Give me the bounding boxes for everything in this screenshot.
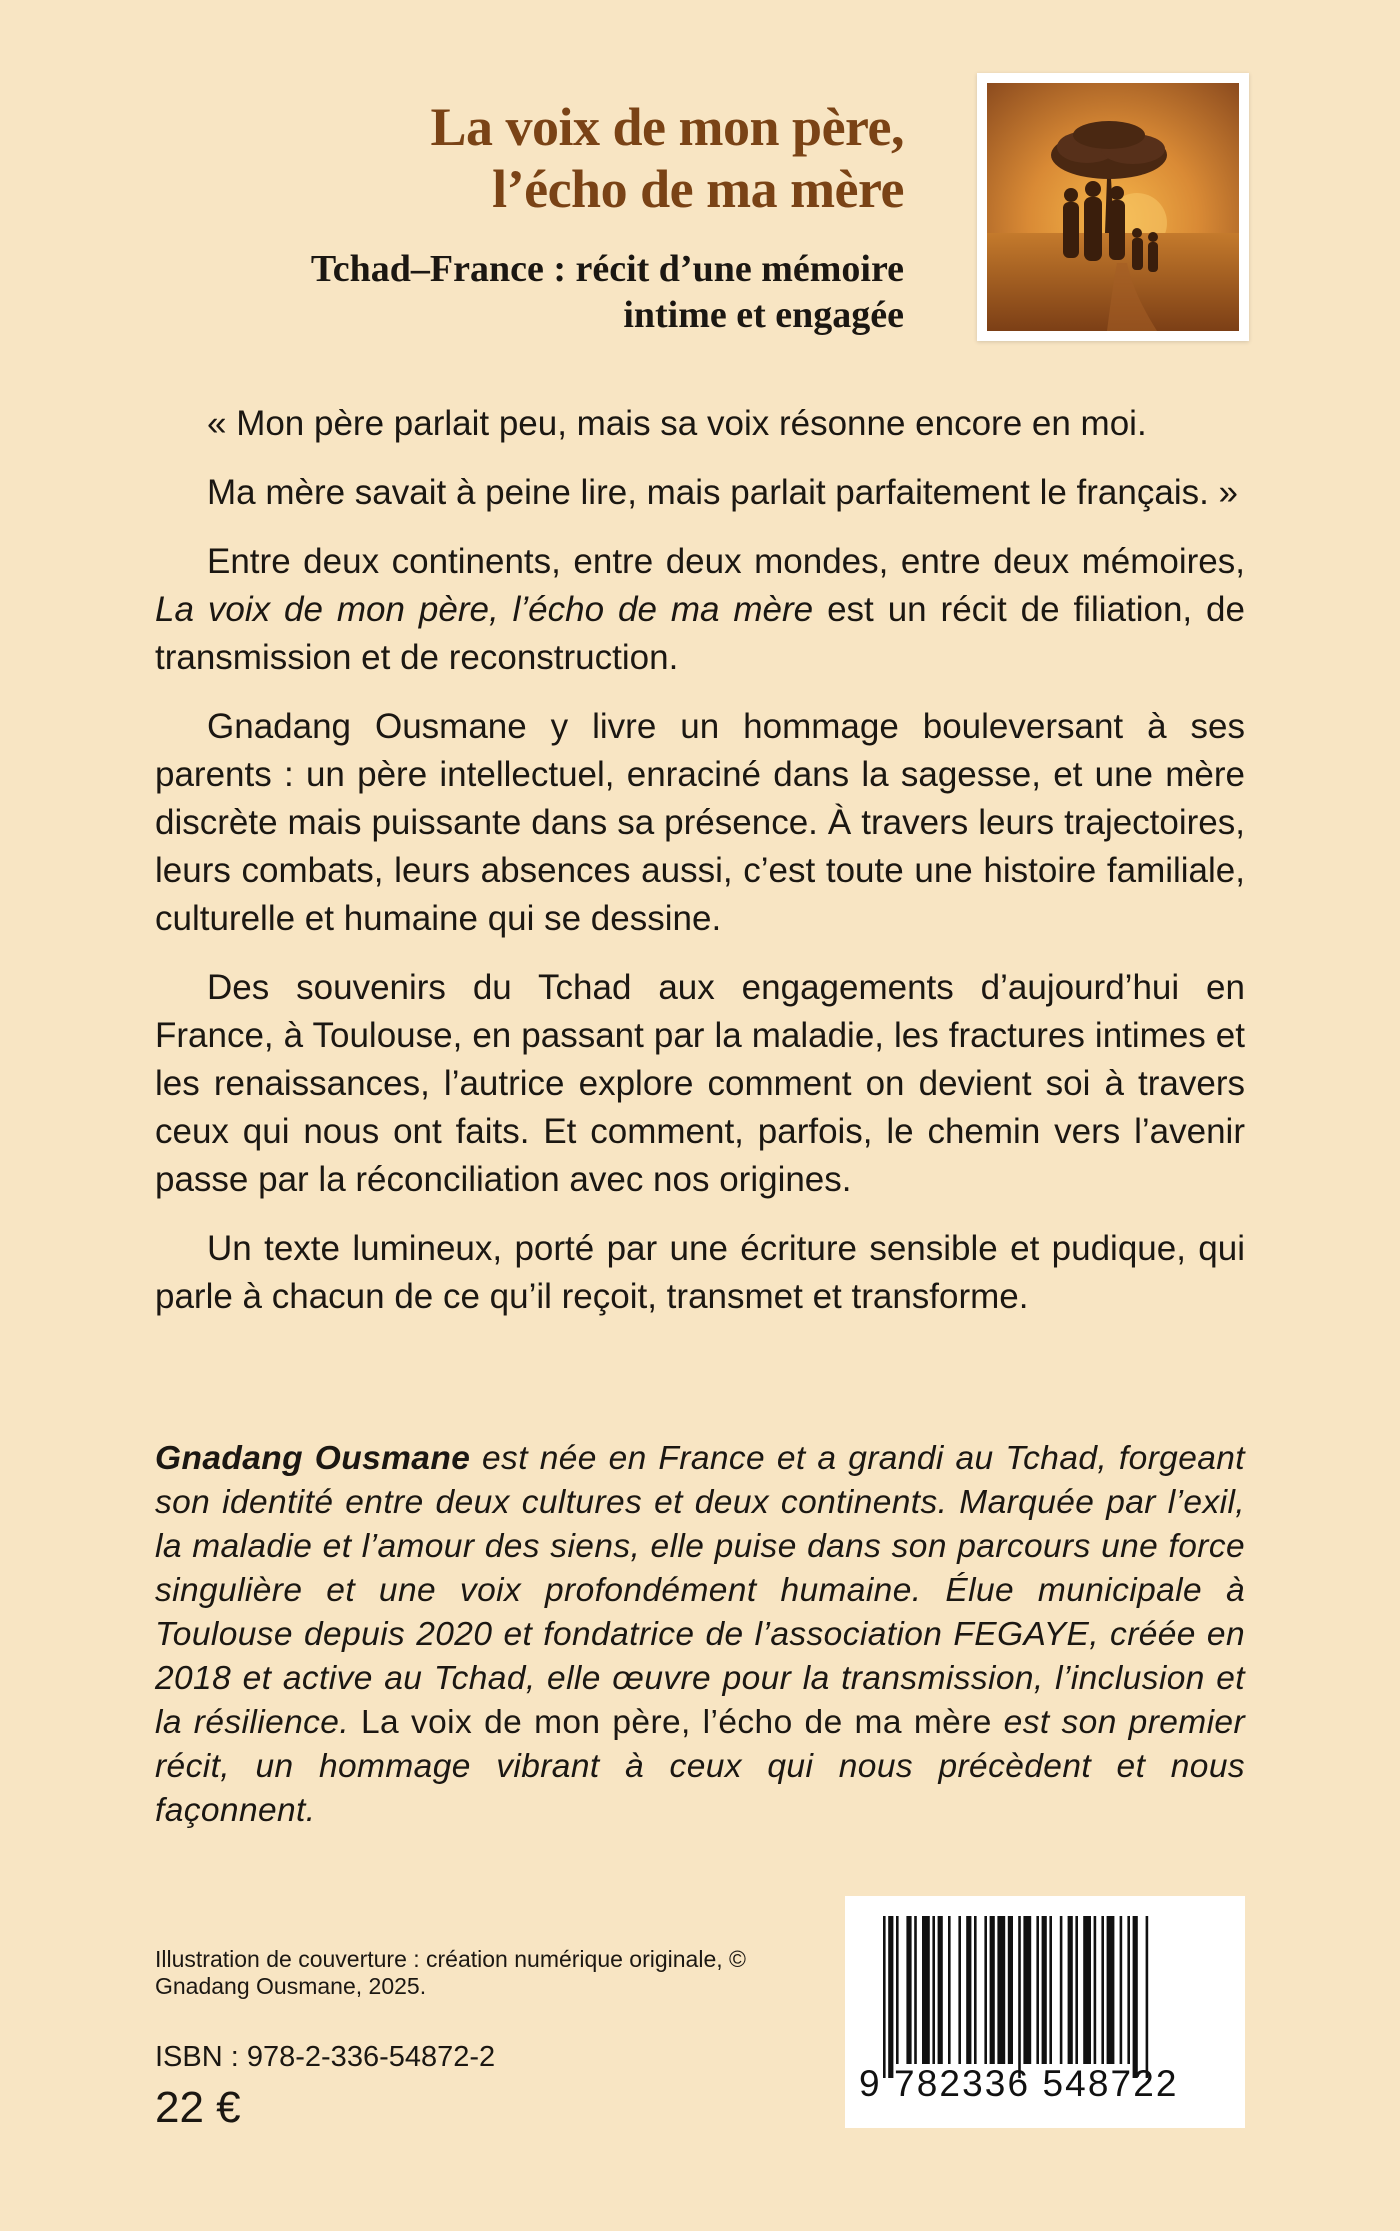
barcode-bar: [1042, 1916, 1047, 2064]
bio-text-1: est née en France et a grandi au Tchad, forgeant son identité entre deux cultures et deux continents. Marquée par l’exil, la maladie et l’amour des siens, elle puise dans son parcours une force singulière et une voix profondément humaine. Élue municipale à Toulouse depuis 2020 et fondatrice de l’association FEGAYE, créée en 2018 et active au Tchad, elle œuvre pour la transmission, l’inclusion et la résilience.: [155, 1440, 1246, 1741]
blurb-paragraph-5: Des souvenirs du Tchad aux engagements d’aujourd’hui en France, à Toulouse, en passant par la maladie, les fractures intimes et les renaissances, l’autrice explore comment on devient soi à travers ceux qui nous ont faits. Et comment, parfois, le chemin vers l’avenir passe par la réconciliation avec nos origines.: [155, 968, 1245, 1199]
bio-text-2: est son premier récit, un hommage vibrant à ceux qui nous précèdent et nous façonnent.: [155, 1704, 1246, 1829]
isbn: ISBN : 978-2-336-54872-2: [155, 2041, 496, 2073]
bio-book-title: La voix de mon père, l’écho de ma mère: [349, 1704, 992, 1741]
barcode-bar: [1075, 1916, 1078, 2064]
barcode-bar: [1127, 1916, 1130, 2064]
author-bio: [155, 1437, 1245, 1833]
barcode-digits: 9 782336 548722: [859, 2063, 1179, 2104]
author-name: Gnadang Ousmane: [155, 1440, 471, 1477]
barcode-bar: [1023, 1916, 1031, 2064]
barcode-bar: [1146, 1916, 1149, 2078]
blurb-paragraph-3: [155, 538, 1245, 682]
barcode-bar: [1060, 1916, 1063, 2064]
blurb-p3-title: La voix de mon père, l’écho de ma mère: [155, 590, 814, 629]
blurb-p3-after: est un récit de filiation, de transmission et de reconstruction.: [155, 590, 1245, 677]
barcode-bar: [932, 1916, 935, 2064]
barcode-bar: [997, 1916, 1005, 2064]
barcode-bar: [1008, 1916, 1013, 2064]
barcode-bar: [1107, 1916, 1115, 2064]
barcode-bar: [974, 1916, 977, 2064]
barcode-bar: [906, 1916, 911, 2064]
blurb-paragraph-4: Gnadang Ousmane y livre un hommage bouleversant à ses parents : un père intellectuel, enraciné dans la sagesse, et une mère discrète mais puissante dans sa présence. À travers leurs trajectoires, leurs combats, leurs absences aussi, c’est toute une histoire familiale, culturelle et humaine qui se dessine.: [155, 707, 1245, 938]
barcode-bar: [883, 1916, 886, 2078]
barcode-bar: [990, 1916, 995, 2064]
price: 22 €: [155, 2083, 241, 2132]
title-line-1: La voix de mon père,: [430, 97, 904, 157]
book-title: [431, 96, 905, 220]
cover-illustration: [977, 73, 1249, 341]
barcode-bar: [888, 1916, 893, 2078]
blurb-quote-2: Ma mère savait à peine lire, mais parlait parfaitement le français. »: [207, 473, 1239, 512]
barcode-bar: [938, 1916, 943, 2064]
barcode-bar: [1068, 1916, 1073, 2064]
barcode-bar: [1036, 1916, 1039, 2064]
barcode-bar: [1094, 1916, 1097, 2064]
barcode: [845, 1896, 1245, 2128]
barcode-bar: [958, 1916, 961, 2064]
book-subtitle: [311, 246, 904, 338]
barcode-bar: [948, 1916, 951, 2064]
barcode-bar: [984, 1916, 987, 2064]
blurb-quote-1: « Mon père parlait peu, mais sa voix résonne encore en moi.: [207, 404, 1147, 443]
family-tree-sunset-icon: [987, 83, 1239, 331]
barcode-bar: [1083, 1916, 1091, 2064]
barcode-bar: [896, 1916, 899, 2064]
blurb-paragraph-6: Un texte lumineux, porté par une écriture sensible et pudique, qui parle à chacun de ce qu’il reçoit, transmet et transforme.: [155, 1229, 1245, 1316]
subtitle-line-2: intime et engagée: [623, 294, 904, 336]
barcode-bar: [1120, 1916, 1123, 2064]
subtitle-line-1: Tchad–France : récit d’une mémoire: [310, 248, 904, 290]
blurb-p3-before: Entre deux continents, entre deux mondes, entre deux mémoires,: [207, 542, 1245, 581]
barcode-bar: [966, 1916, 971, 2064]
barcode-bar: [1133, 1916, 1138, 2078]
barcode-bar: [1101, 1916, 1104, 2064]
barcode-bar: [914, 1916, 917, 2064]
title-line-2: l’écho de ma mère: [492, 159, 904, 219]
barcode-bar: [1018, 1916, 1021, 2078]
barcode-bar: [1049, 1916, 1052, 2064]
illustration-credit: Illustration de couverture : création numérique originale, © Gnadang Ousmane, 2025.: [155, 1946, 746, 1999]
barcode-bar: [922, 1916, 930, 2064]
blurb: [155, 400, 1245, 1342]
